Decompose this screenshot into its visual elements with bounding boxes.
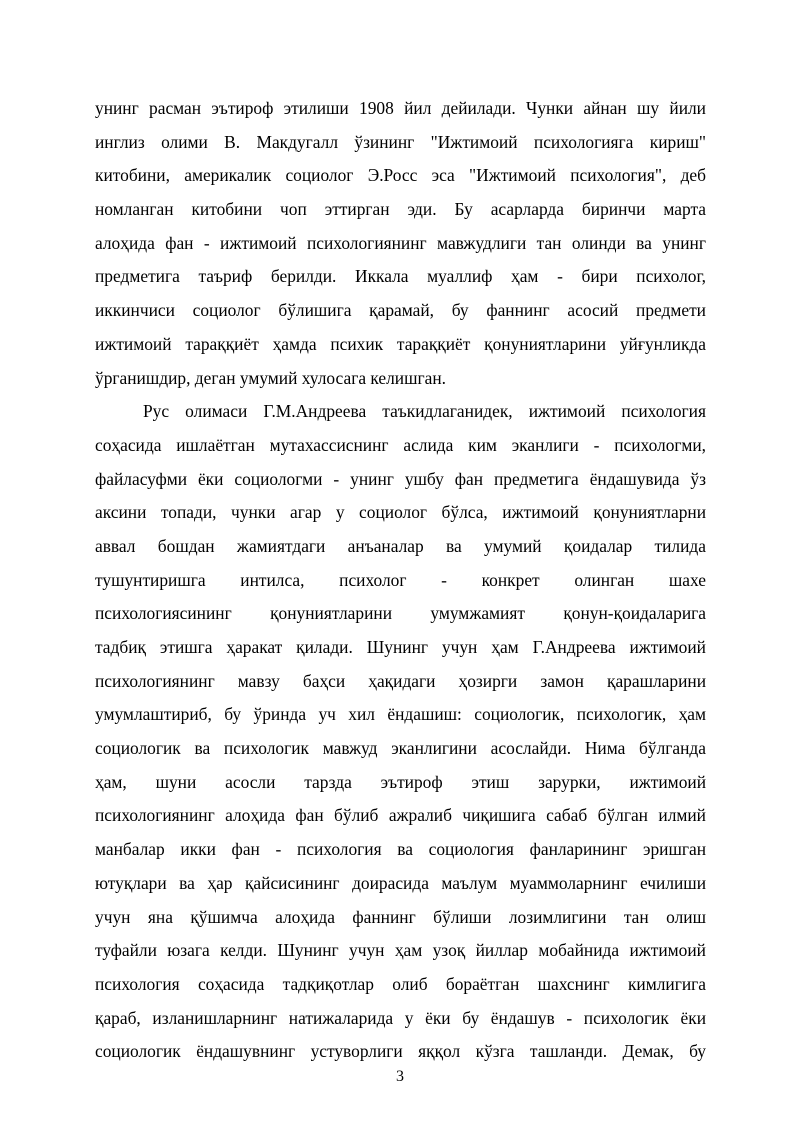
text-line: учун яна қўшимча алоҳида фаннинг бўлиши лозимлигини тан олиш: [95, 906, 706, 927]
text-line: аввал бошдан жамиятдаги анъаналар ва умумий қоидалар тилида: [95, 535, 706, 556]
text-line: туфайли юзага келди. Шунинг учун ҳам узоқ йиллар мобайнида ижтимоий: [95, 940, 706, 961]
text-line: социологик ва психологик мавжуд эканлигини асослайди. Нима бўлганда: [95, 738, 706, 759]
paragraph: [95, 395, 706, 1069]
text-line: инглиз олими В. Макдугалл ўзининг "Ижтимоий психологияга кириш": [95, 131, 706, 152]
text-line: предметига таъриф берилди. Иккала муаллиф ҳам - бири психолог,: [95, 266, 706, 287]
text-line: психология соҳасида тадқиқотлар олиб бораётган шахснинг кимлигига: [95, 973, 706, 994]
text-line: алоҳида фан - ижтимоий психологиянинг мавжудлиги тан олинди ва унинг: [95, 232, 706, 253]
text-line: қараб, изланишларнинг натижаларида у ёки бу ёндашув - психологик ёки: [95, 1007, 706, 1028]
text-line: ижтимоий тараққиёт ҳамда психик тараққиёт қонуниятларини уйғунликда: [95, 333, 706, 354]
text-line: Рус олимаси Г.М.Андреева таъкидлаганидек, ижтимоий психология: [143, 401, 706, 422]
text-line: китобини, америкалик социолог Э.Росс эса "Ижтимоий психология", деб: [95, 165, 706, 186]
text-line: манбалар икки фан - психология ва социология фанларининг эришган: [95, 839, 706, 860]
text-line: психологиянинг мавзу баҳси ҳақидаги ҳозирги замон қарашларини: [95, 670, 706, 691]
document-body: [95, 92, 706, 1069]
text-line: унинг расман эътироф этилиши 1908 йил дейилади. Чунки айнан шу йили: [95, 98, 706, 118]
text-line: ҳам, шуни асосли тарзда эътироф этиш зарурки, ижтимоий: [95, 771, 706, 792]
text-line: файласуфми ёки социологми - унинг ушбу фан предметига ёндашувида ўз: [95, 468, 706, 489]
page-number: 3: [396, 1068, 404, 1085]
text-line: умумлаштириб, бу ўринда уч хил ёндашиш: социологик, психологик, ҳам: [95, 704, 706, 725]
text-line: психологиянинг алоҳида фан бўлиб ажралиб чиқишига сабаб бўлган илмий: [95, 805, 706, 826]
text-line: иккинчиси социолог бўлишига қарамай, бу фаннинг асосий предмети: [95, 300, 706, 321]
text-line: аксини топади, чунки агар у социолог бўлса, ижтимоий қонуниятларни: [95, 502, 706, 523]
text-line: социологик ёндашувнинг устуворлиги яққол кўзга ташланди. Демак, бу: [95, 1041, 706, 1062]
text-line: тушунтиришга интилса, психолог - конкрет олинган шахе: [95, 569, 706, 590]
text-line: соҳасида ишлаётган мутахассиснинг аслида ким эканлиги - психологми,: [95, 434, 706, 455]
text-line: тадбиқ этишга ҳаракат қилади. Шунинг учун ҳам Г.Андреева ижтимоий: [95, 637, 706, 657]
text-line: психологиясининг қонуниятларини умумжамият қонун-қоидаларига: [95, 603, 706, 624]
text-line: ютуқлари ва ҳар қайсисининг доирасида маълум муаммоларнинг ечилиши: [95, 872, 706, 893]
text-line: номланган китобини чоп эттирган эди. Бу асарларда биринчи марта: [95, 199, 706, 220]
paragraph: [95, 92, 706, 395]
text-line: ўрганишдир, деган умумий хулосага келишган.: [95, 367, 447, 388]
